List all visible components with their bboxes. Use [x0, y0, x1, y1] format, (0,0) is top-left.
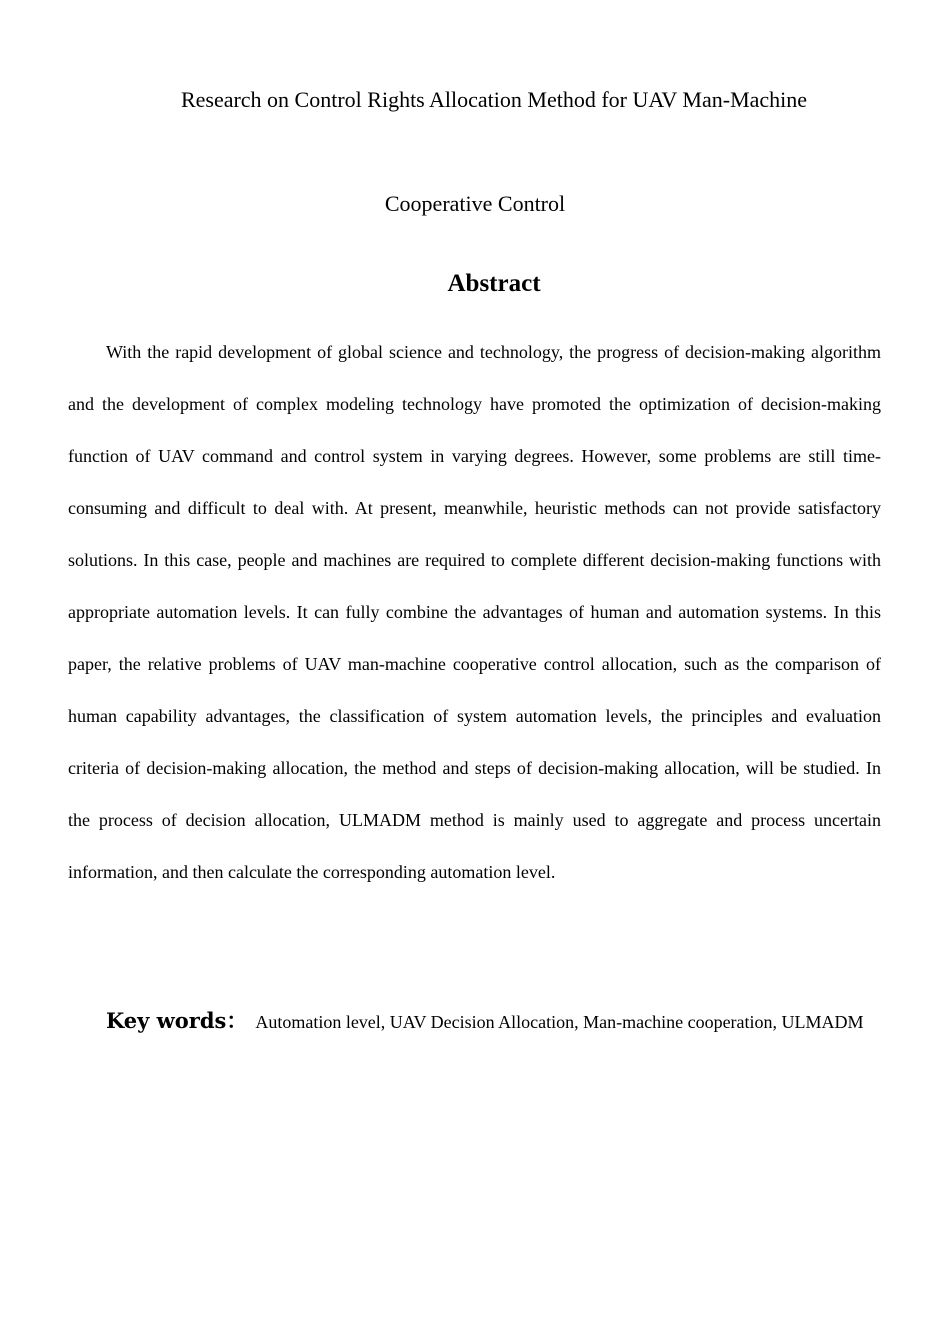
abstract-heading: Abstract: [447, 270, 541, 297]
paper-title-line-2: Cooperative Control: [384, 191, 566, 216]
paper-title-line-1: Research on Control Rights Allocation Method for UAV Man-Machine: [180, 87, 808, 112]
keywords-text: Automation level, UAV Decision Allocation, Man-machine cooperation, ULMADM: [255, 1012, 864, 1032]
keywords-line: [106, 1003, 906, 1040]
keywords-label: Key words：: [106, 1008, 248, 1033]
abstract-body: With the rapid development of global science and technology, the progress of decision-making algorithm and the development of complex modeling technology have promoted the optimization of decision-making function of UAV command and control system in varying degrees. However, some problems are still time-consuming and difficult to deal with. At present, meanwhile, heuristic methods can not provide satisfactory solutions. In this case, people and machines are required to complete different decision-making functions with appropriate automation levels. It can fully combine the advantages of human and automation systems. In this paper, the relative problems of UAV man-machine cooperative control allocation, such as the comparison of human capability advantages, the classification of system automation levels, the principles and evaluation criteria of decision-making allocation, the method and steps of decision-making allocation, will be studied. In the process of decision allocation, ULMADM method is mainly used to aggregate and process uncertain information, and then calculate the corresponding automation level.: [68, 342, 881, 882]
